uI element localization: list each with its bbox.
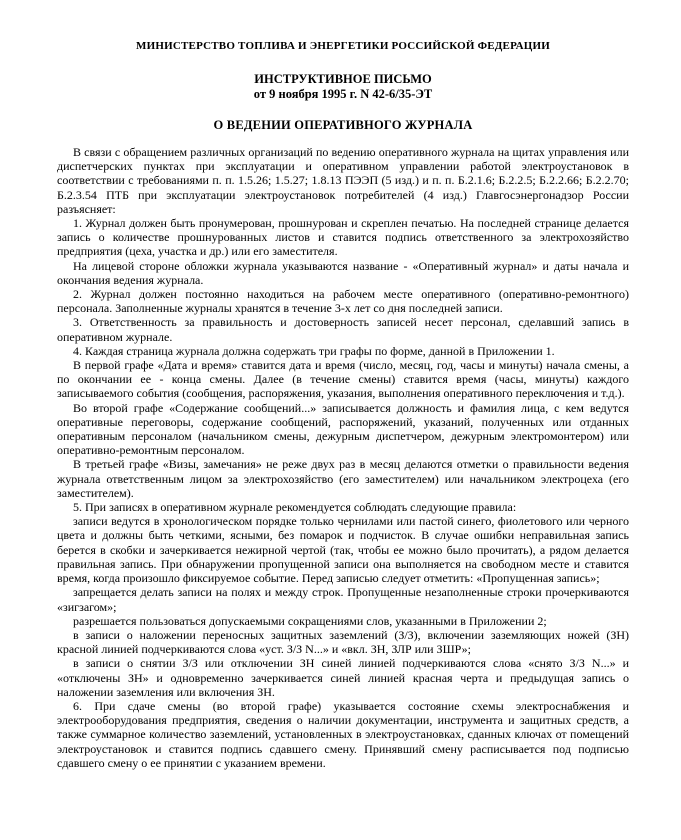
document-header <box>57 40 629 133</box>
paragraph: На лицевой стороне обложки журнала указываются название - «Оперативный журнал» и даты начала и окончания ведения журнала. <box>57 258 629 287</box>
paragraph: 6. При сдаче смены (во второй графе) указывается состояние схемы электроснабжения и электрооборудования предприятия, сведения о наличии документации, инструмента и защитных средств, а также суммарное количество заземлений, установленных в электроустановках, сданных ключах от помещений электроустановок и ставится подпись сдавшего смену. Принявший смену расписывается под подписью сдавшего смену о ее принятии с указанием времени. <box>57 698 629 770</box>
paragraph: в записи о снятии З/З или отключении ЗН синей линией подчеркиваются слова «снято З/З N...» и «отключены ЗН» и одновременно зачеркивается синей линией красная черта и предыдущая запись о наложении заземления или включения ЗН. <box>57 656 629 699</box>
document-body <box>57 145 629 770</box>
paragraph: 4. Каждая страница журнала должна содержать три графы по форме, данной в Приложении 1. <box>73 343 555 358</box>
paragraph: В третьей графе «Визы, замечания» не реже двух раз в месяц делаются отметки о правильности ведения журнала ответственным лицом за электрохозяйство (его заместителем) или начальником электроцеха (его заместителем). <box>57 457 629 500</box>
paragraph: В связи с обращением различных организаций по ведению оперативного журнала на щитах управления или диспетчерских пунктах при эксплуатации и оперативном управлении работой электроустановок в соответствии с требованиями п. п. 1.5.26; 1.5.27; 1.8.13 ПЭЭП (5 изд.) и п. п. Б.2.1.6; Б.2.2.5; Б.2.2.66; Б.2.2.70; Б.2.3.54 ПТБ при эксплуатации электроустановок потребителей (4 изд.) Главгосэнергонадзор России разъясняет: <box>57 145 629 216</box>
paragraph: В первой графе «Дата и время» ставится дата и время (число, месяц, год, часы и минуты) начала смены, а по окончании ее - конца смены. Далее (в течение смены) ставится время (часы, минуты) каждого записываемого события (сообщения, распоряжения, указания, выполнения оперативного переключения и т.д.). <box>57 358 629 401</box>
paragraph: 3. Ответственность за правильность и достоверность записей несет персонал, сделавший запись в оперативном журнале. <box>57 315 629 344</box>
paragraph: записи ведутся в хронологическом порядке только чернилами или пастой синего, фиолетового или черного цвета и должны быть четкими, ясными, без помарок и подчисток. В случае ошибки неправильная запись берется в скобки и зачеркивается нежирной чертой (так, чтобы ее можно было прочитать), а рядом делается правильная запись. При обнаружении пропущенной записи она выполняется на свободном месте и ставится время, когда произошло фиксируемое событие. Перед записью следует отметить: «Пропущенная запись»; <box>57 514 629 586</box>
paragraph: запрещается делать записи на полях и между строк. Пропущенные незаполненные строки прочеркиваются «зигзагом»; <box>57 585 629 614</box>
document-date-number: от 9 ноября 1995 г. N 42-6/35-ЭТ <box>253 87 433 101</box>
paragraph: 5. При записях в оперативном журнале рекомендуется соблюдать следующие правила: <box>73 500 517 515</box>
document-title: О ВЕДЕНИИ ОПЕРАТИВНОГО ЖУРНАЛА <box>213 118 473 132</box>
paragraph: Во второй графе «Содержание сообщений...» записывается должность и фамилия лица, с кем ведутся оперативные переговоры, содержание сообщений, распоряжений, указаний, полученных или отданных оперативным персоналом (начальником смены, дежурным диспетчером, дежурным электромонтером) или оперативно-ремонтным персоналом. <box>57 400 629 458</box>
paragraph: в записи о наложении переносных защитных заземлений (З/З), включении заземляющих ножей (ЗН) красной линией подчеркиваются слова «уст. З/З N...» и «вкл. ЗН, ЗЛР или ЗШР»; <box>57 627 629 657</box>
paragraph: разрешается пользоваться допускаемыми сокращениями слов, указанными в Приложении 2; <box>73 613 547 628</box>
paragraph: 1. Журнал должен быть пронумерован, прошнурован и скреплен печатью. На последней странице делается запись о количестве прошнурованных листов и ставится подпись ответственного за электрохозяйство предприятия (цеха, участка и др.) или его заместителя. <box>57 216 629 259</box>
document-type: ИНСТРУКТИВНОЕ ПИСЬМО <box>254 72 432 86</box>
paragraph: 2. Журнал должен постоянно находиться на рабочем месте оперативного (оперативно-ремонтного) персонала. Заполненные журналы хранятся в течение 3-х лет со дня последней записи. <box>57 287 629 316</box>
ministry-name: МИНИСТЕРСТВО ТОПЛИВА И ЭНЕРГЕТИКИ РОССИЙСКОЙ ФЕДЕРАЦИИ <box>136 40 550 52</box>
document-type-block <box>57 72 629 102</box>
